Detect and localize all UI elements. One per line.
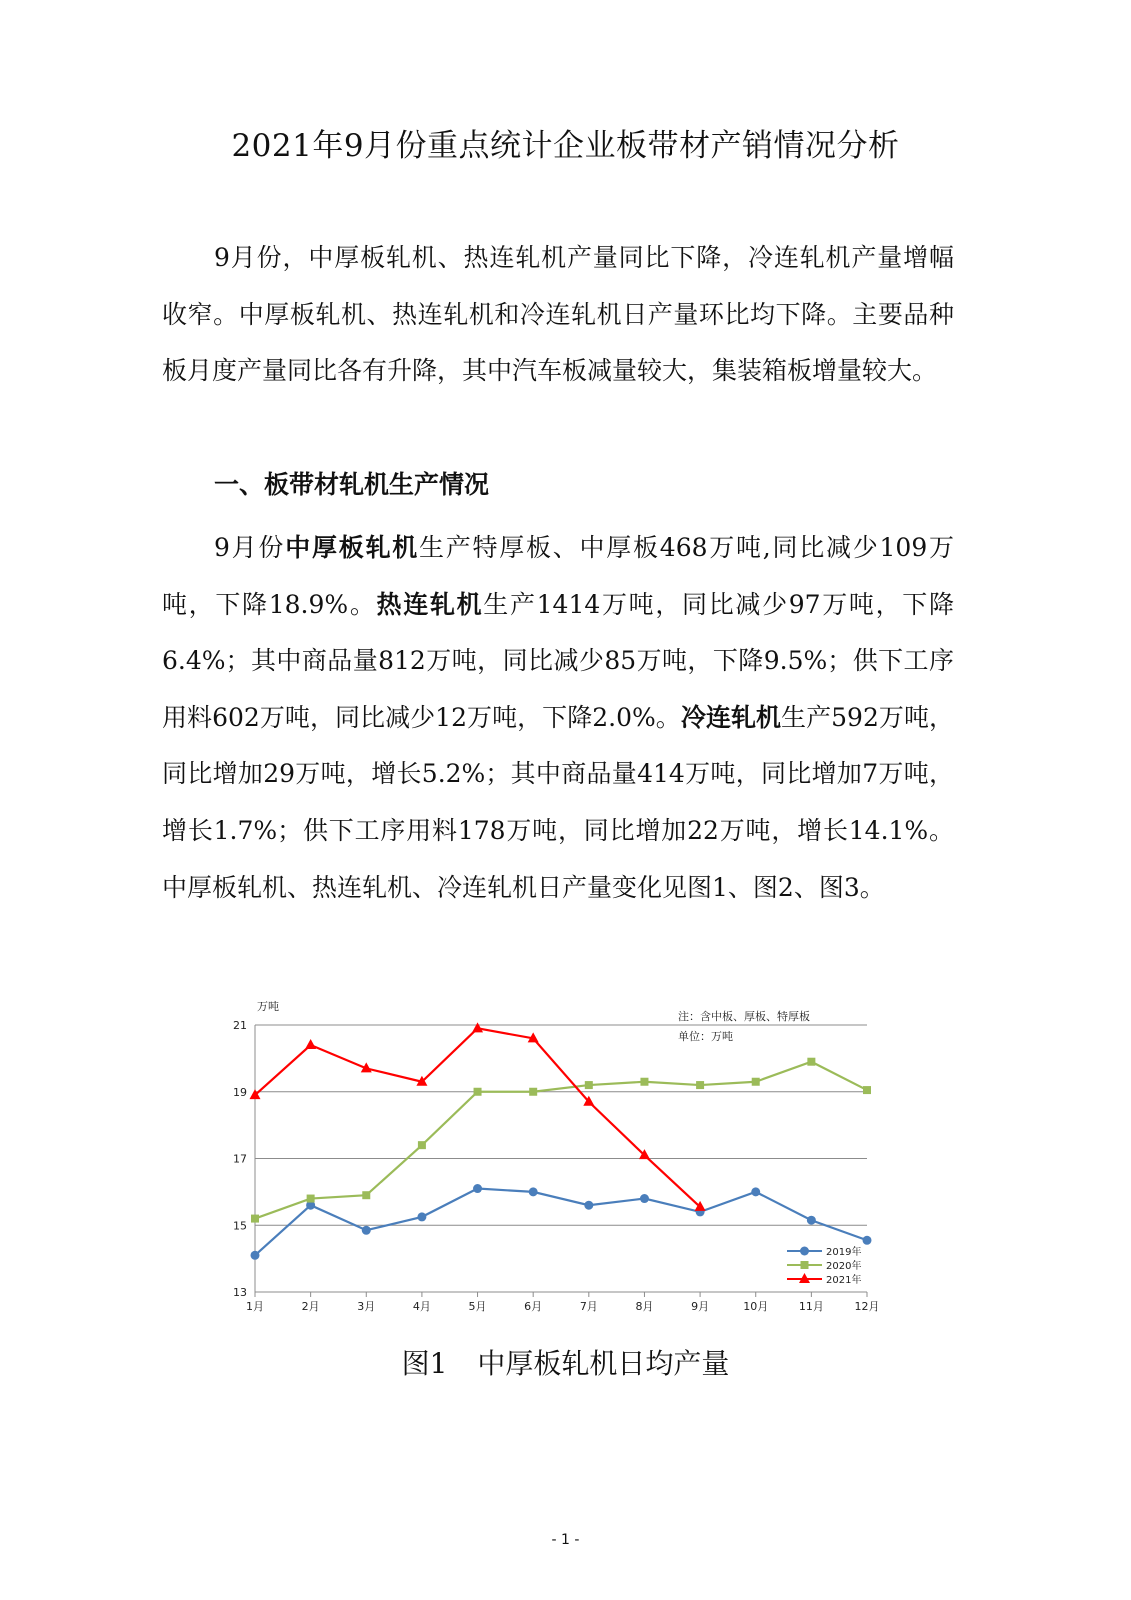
data-point (696, 1081, 704, 1089)
y-tick-label: 17 (233, 1152, 247, 1166)
x-tick-label: 12月 (854, 1300, 880, 1313)
data-point (417, 1212, 426, 1221)
y-unit-label: 万吨 (257, 1000, 279, 1013)
data-point (472, 1022, 483, 1032)
mill-name-cold: 冷连轧机 (680, 702, 782, 732)
data-point (474, 1088, 482, 1096)
data-point (640, 1078, 648, 1086)
data-point (863, 1236, 872, 1245)
page-title: 2021年9月份重点统计企业板带材产销情况分析 (231, 128, 900, 164)
figure-number: 图1 (401, 1347, 448, 1380)
data-point (362, 1226, 371, 1235)
y-tick-label: 19 (233, 1085, 247, 1099)
data-point (585, 1081, 593, 1089)
x-tick-label: 8月 (635, 1300, 654, 1313)
x-tick-label: 10月 (743, 1300, 769, 1313)
series-line (255, 1189, 867, 1256)
chart-legend (787, 1245, 861, 1286)
data-point (807, 1058, 815, 1066)
x-tick-label: 5月 (468, 1300, 487, 1313)
x-tick-label: 9月 (691, 1300, 710, 1313)
data-point (800, 1247, 809, 1256)
data-point (801, 1261, 809, 1269)
chart-axes (255, 1025, 867, 1297)
x-tick-label: 2月 (301, 1300, 320, 1313)
data-point (752, 1078, 760, 1086)
y-tick-label: 15 (233, 1219, 247, 1233)
figure-title: 中厚板轧机日均产量 (477, 1347, 730, 1380)
series-line (255, 1028, 700, 1207)
chart-unit-note: 单位：万吨 (678, 1030, 733, 1043)
x-tick-label: 7月 (579, 1300, 598, 1313)
data-point (251, 1215, 259, 1223)
data-point (251, 1251, 260, 1260)
data-point (751, 1187, 760, 1196)
x-tick-label: 11月 (798, 1300, 824, 1313)
x-tick-label: 3月 (357, 1300, 376, 1313)
legend-label: 2020年 (826, 1261, 862, 1272)
text-run: 生产592万吨，同比增加29万吨，增长5.2%；其中商品量414万吨，同比增加7万吨，增长1.7%；供下工序用料178万吨，同比增加22万吨，增长14.1%。中厚板轧机、热连轧机、冷连轧机日产量变化见图1、图2、图3。 (162, 702, 954, 902)
data-point (305, 1039, 316, 1049)
data-point (529, 1187, 538, 1196)
daily-output-chart (200, 995, 900, 1330)
data-point (362, 1191, 370, 1199)
text-run: 生产1414万吨，同比减少97万吨，下降6.4%；其中商品量812万吨，同比减少85万吨，下降9.5%；供下工序用料602万吨，同比减少12万吨，下降2.0%。 (162, 589, 954, 732)
x-tick-label: 1月 (246, 1300, 264, 1313)
data-point (529, 1088, 537, 1096)
data-point (584, 1201, 593, 1210)
section-heading: 一、板带材轧机生产情况 (214, 470, 490, 499)
figure-caption (0, 1342, 1131, 1382)
text-run: 9月份 (214, 533, 286, 562)
data-point (640, 1194, 649, 1203)
intro-paragraph: 9月份，中厚板轧机、热连轧机产量同比下降，冷连轧机产量增幅收窄。中厚板轧机、热连轧机和冷连轧机日产量环比均下降。主要品种板月度产量同比各有升降，其中汽车板减量较大，集装箱板增量较大。 (162, 243, 954, 386)
chart-series (250, 1022, 872, 1259)
data-point (863, 1086, 871, 1094)
data-point (307, 1195, 315, 1203)
chart-note: 注：含中板、厚板、特厚板 (678, 1010, 810, 1023)
y-tick-label: 13 (233, 1286, 247, 1299)
mill-name-plate: 中厚板轧机 (285, 533, 419, 562)
data-point (807, 1216, 816, 1225)
page-number: - 1 - (551, 1532, 580, 1548)
y-tick-label: 21 (233, 1019, 247, 1032)
data-point (473, 1184, 482, 1193)
x-tick-label: 6月 (524, 1300, 543, 1313)
chart-grid (255, 1025, 867, 1225)
mill-name-hot-strip: 热连轧机 (376, 589, 484, 619)
legend-label: 2021年 (826, 1275, 862, 1286)
x-tick-label: 4月 (412, 1300, 431, 1313)
legend-label: 2019年 (826, 1247, 862, 1258)
data-point (418, 1141, 426, 1149)
production-paragraph (162, 520, 954, 916)
series-line (255, 1062, 867, 1219)
text-run: 生产特厚板、中厚板468万吨,同比减少109万吨，下降18.9%。 (162, 533, 954, 619)
